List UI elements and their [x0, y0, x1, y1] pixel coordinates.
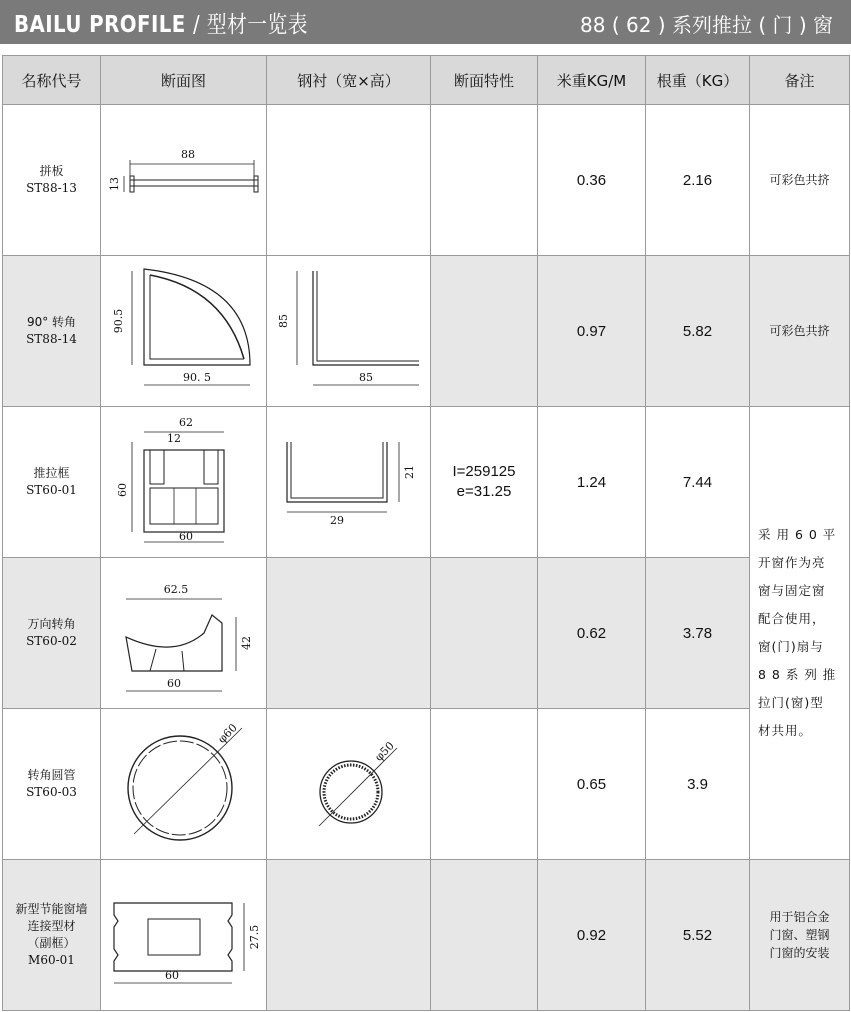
profile-name-cell: 90° 转角 ST88-14 — [3, 256, 101, 407]
dim-diameter-label: φ60 — [214, 721, 240, 746]
table-row — [3, 709, 850, 860]
dim-width-label: 88 — [180, 148, 195, 161]
steel-lining-cell — [267, 558, 431, 709]
section-props-cell: I=259125 e=31.25 — [431, 407, 538, 558]
col-header-meter-weight: 米重KG/M — [538, 56, 646, 105]
steel-lining-cell — [267, 105, 431, 256]
note-cell: 用于铝合金 门窗、塑钢 门窗的安装 — [750, 860, 850, 1011]
section-drawing-cell — [101, 860, 267, 1011]
note-cell: 可彩色共挤 — [750, 105, 850, 256]
dim-width-label: 90. 5 — [182, 371, 211, 384]
dim-top-label: 62.5 — [163, 583, 188, 596]
meter-weight-cell: 1.24 — [538, 407, 646, 558]
col-header-note: 备注 — [750, 56, 850, 105]
dim-height-label: 13 — [107, 177, 121, 191]
table-row — [3, 256, 850, 407]
brand-title: BAILU PROFILE / 型材一览表 — [14, 12, 308, 38]
piece-weight-cell: 3.9 — [646, 709, 750, 860]
table-row — [3, 105, 850, 256]
dim-top-label: 62 — [178, 416, 193, 429]
steel-drawing-channel — [269, 422, 429, 542]
table-row — [3, 407, 850, 558]
series-title: 88 ( 62 ) 系列推拉 ( 门 ) 窗 — [580, 13, 833, 37]
col-header-name: 名称代号 — [3, 56, 101, 105]
piece-weight-cell: 5.82 — [646, 256, 750, 407]
steel-width-label: 29 — [329, 514, 344, 527]
piece-weight-cell: 2.16 — [646, 105, 750, 256]
dim-width-label: 60 — [178, 530, 193, 543]
piece-weight-cell: 7.44 — [646, 407, 750, 558]
section-drawing-st60-03 — [104, 714, 264, 854]
section-props-cell — [431, 558, 538, 709]
steel-height-label: 21 — [402, 465, 416, 479]
header-row — [3, 56, 850, 105]
steel-width-label: 85 — [358, 371, 373, 384]
section-drawing-cell — [101, 105, 267, 256]
profile-name-cell: 万向转角 ST60-02 — [3, 558, 101, 709]
meter-weight-cell: 0.97 — [538, 256, 646, 407]
col-header-piece-weight: 根重（KG） — [646, 56, 750, 105]
section-drawing-st60-02 — [104, 563, 264, 703]
profile-name-cell: 推拉框 ST60-01 — [3, 407, 101, 558]
section-drawing-cell — [101, 709, 267, 860]
col-header-props: 断面特性 — [431, 56, 538, 105]
section-drawing-m60-01 — [104, 875, 264, 995]
section-props-cell — [431, 709, 538, 860]
section-props-cell — [431, 256, 538, 407]
dim-width-label: 60 — [164, 969, 179, 982]
profile-name-cell: 转角圆管 ST60-03 — [3, 709, 101, 860]
steel-diameter-label: φ50 — [371, 739, 397, 764]
section-drawing-st88-14 — [104, 261, 264, 401]
dim-height-label: 42 — [239, 636, 253, 650]
page-banner — [0, 0, 851, 44]
col-header-steel: 钢衬（宽×高） — [267, 56, 431, 105]
section-drawing-st60-01 — [104, 412, 264, 552]
meter-weight-cell: 0.65 — [538, 709, 646, 860]
steel-lining-cell — [267, 256, 431, 407]
piece-weight-cell: 5.52 — [646, 860, 750, 1011]
dim-height-label: 60 — [115, 483, 129, 497]
section-props-cell — [431, 105, 538, 256]
piece-weight-cell: 3.78 — [646, 558, 750, 709]
note-cell-shared: 采 用 6 0 平 开窗作为亮 窗与固定窗 配合使用， 窗(门)扇与 8 8 系 列 推 拉门(窗)型 材共用。 — [750, 407, 850, 860]
section-drawing-st88-13 — [104, 120, 264, 240]
dim-width-label: 60 — [166, 677, 181, 690]
profile-table — [2, 55, 850, 1011]
steel-lining-cell — [267, 860, 431, 1011]
table-row — [3, 860, 850, 1011]
section-drawing-cell — [101, 407, 267, 558]
steel-lining-cell — [267, 407, 431, 558]
section-drawing-cell — [101, 558, 267, 709]
note-cell: 可彩色共挤 — [750, 256, 850, 407]
meter-weight-cell: 0.92 — [538, 860, 646, 1011]
col-header-section: 断面图 — [101, 56, 267, 105]
table-row — [3, 558, 850, 709]
meter-weight-cell: 0.36 — [538, 105, 646, 256]
steel-drawing-tube — [269, 714, 429, 854]
dim-inner-label: 12 — [166, 432, 181, 445]
section-drawing-cell — [101, 256, 267, 407]
profile-name-cell: 拼板 ST88-13 — [3, 105, 101, 256]
dim-height-label: 27.5 — [247, 924, 261, 950]
meter-weight-cell: 0.62 — [538, 558, 646, 709]
section-props-cell — [431, 860, 538, 1011]
profile-name-cell: 新型节能窗墙 连接型材 （副框） M60-01 — [3, 860, 101, 1011]
steel-drawing-angle — [269, 261, 429, 401]
dim-height-label: 90.5 — [111, 308, 125, 334]
steel-height-label: 85 — [276, 314, 290, 328]
steel-lining-cell — [267, 709, 431, 860]
